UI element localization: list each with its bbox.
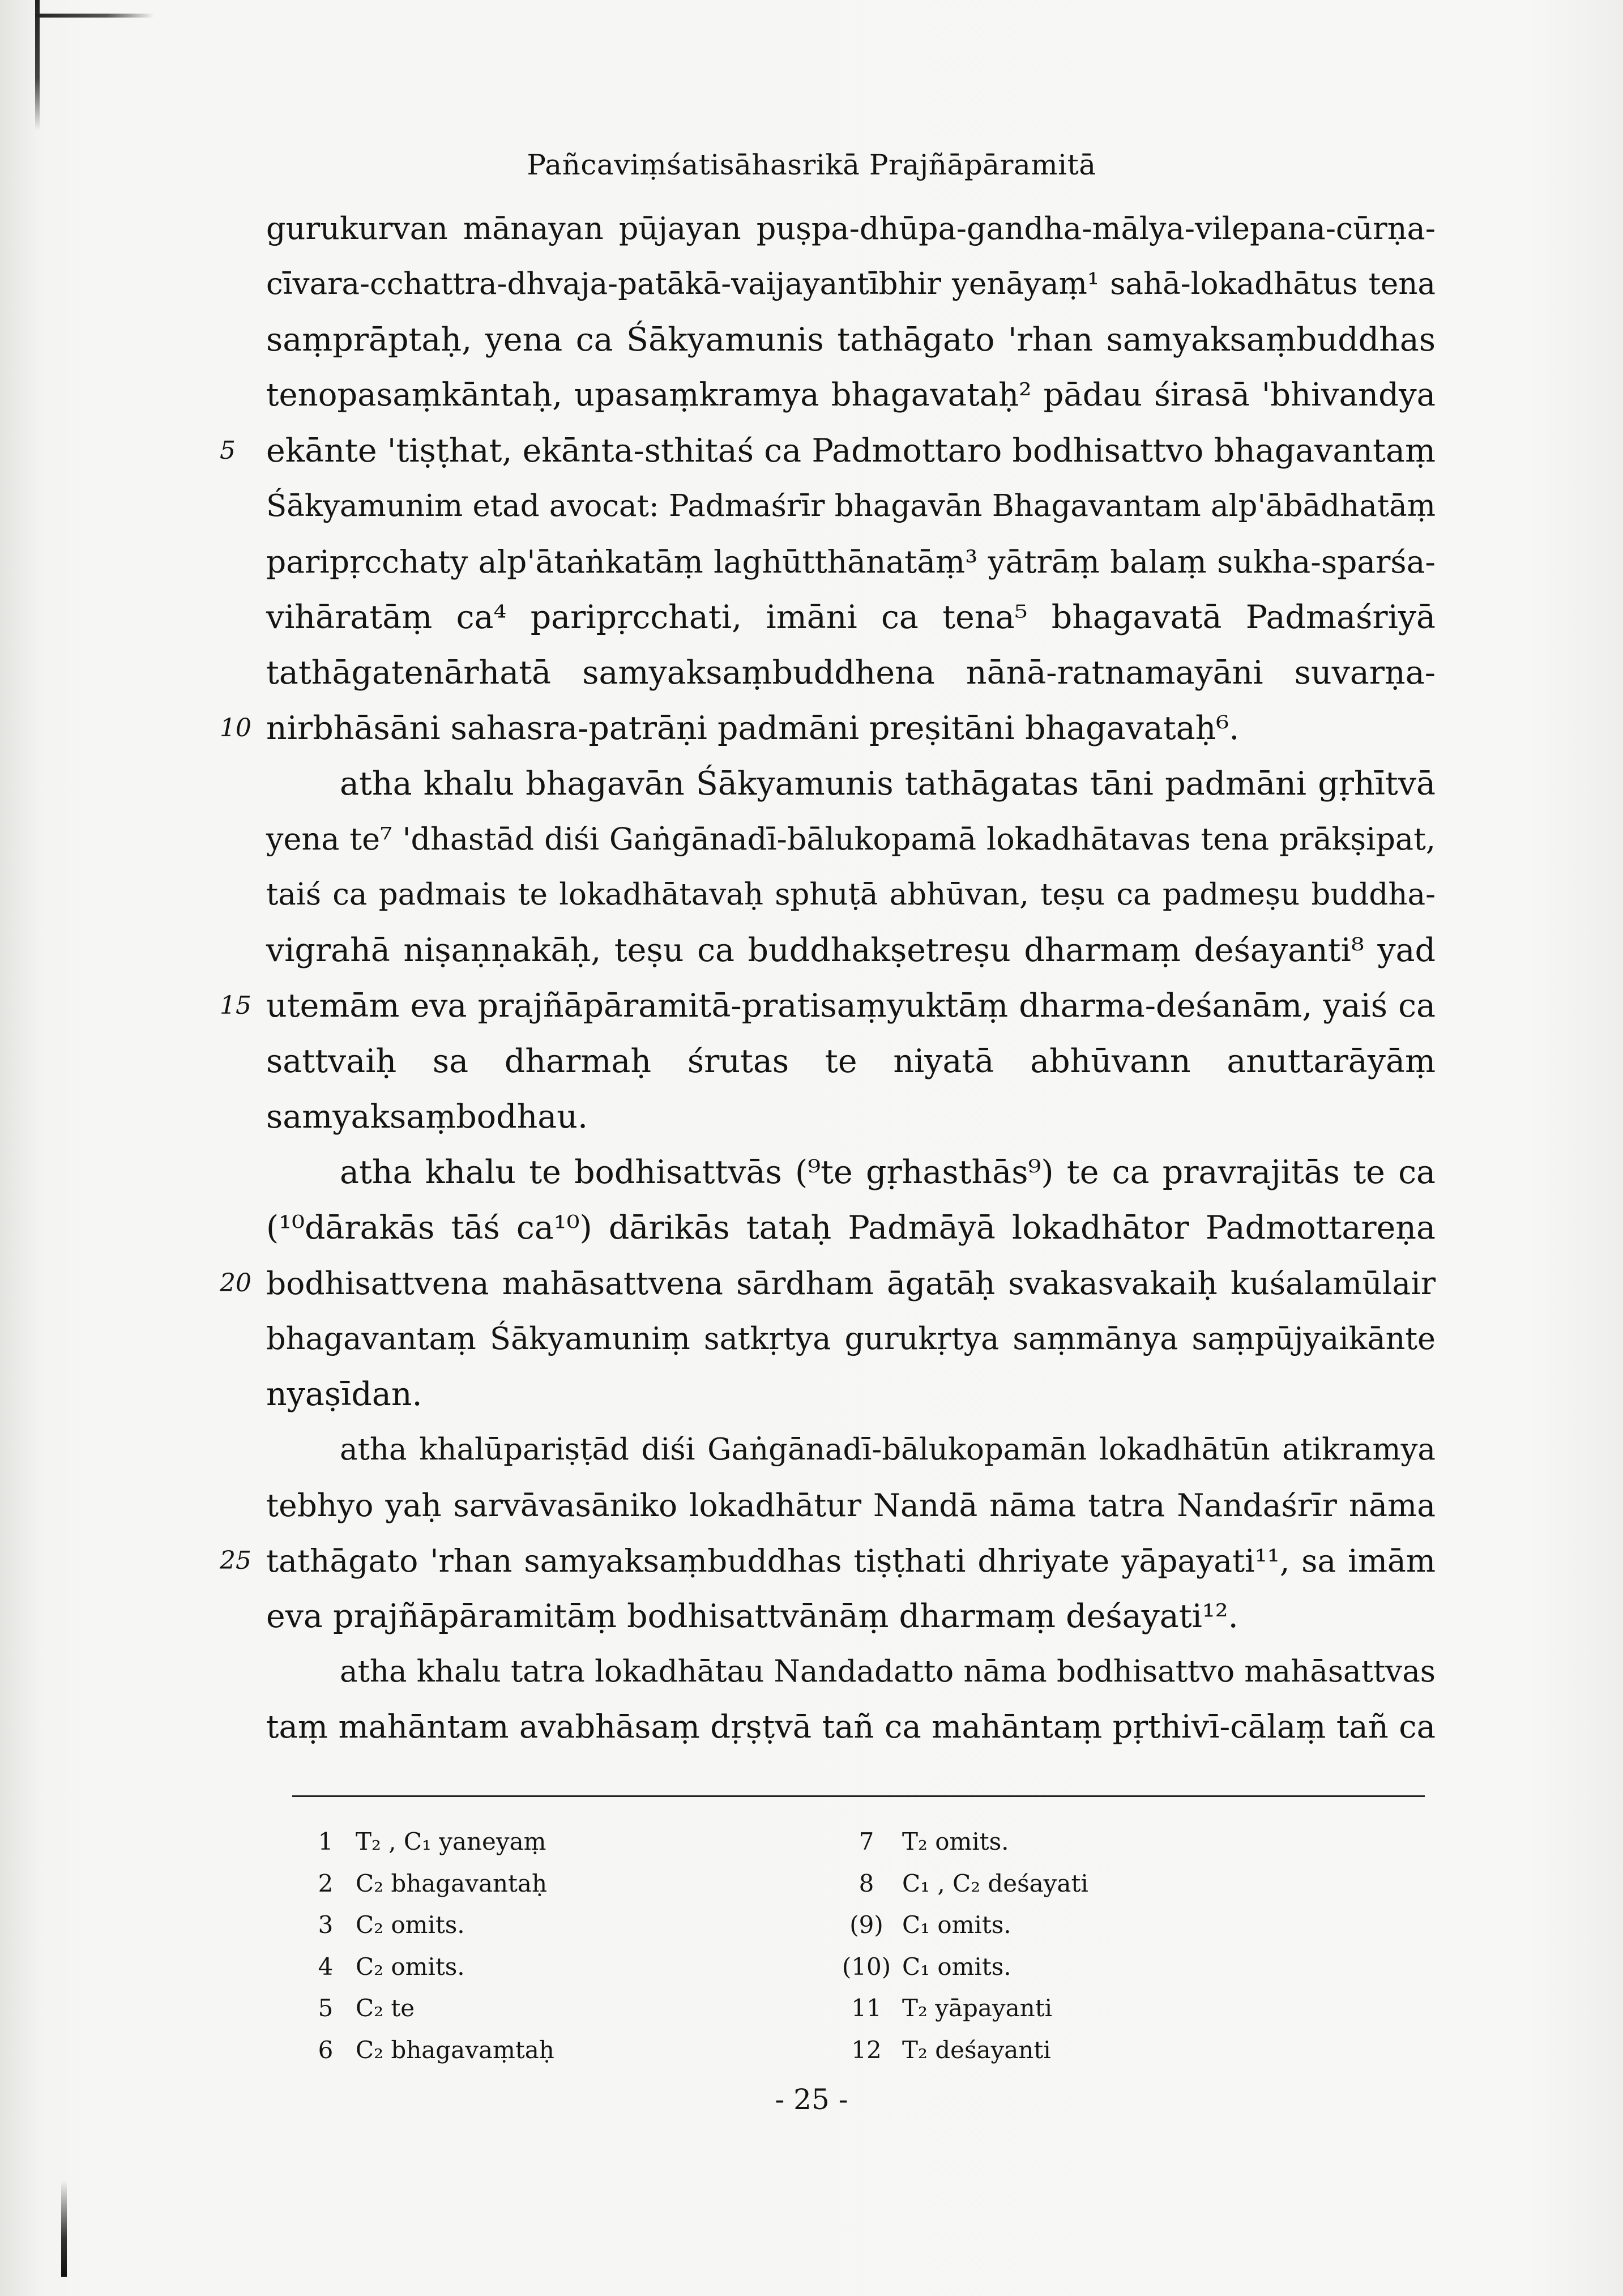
footnote	[300, 1863, 810, 1905]
text-line	[266, 257, 1436, 312]
text-line	[266, 812, 1436, 867]
footnote-number: (10)	[842, 1952, 891, 1981]
text-line	[266, 645, 1436, 701]
page-number: - 25 -	[775, 2083, 848, 2116]
text-line	[266, 1200, 1436, 1256]
text-line-content: atha khalu bhagavān Śākyamunis tathāgatas tāni padmāni gṛhītvā	[340, 765, 1436, 803]
text-line	[266, 1367, 1436, 1422]
text-line	[266, 1589, 1436, 1644]
text-line-content: saṃprāptaḥ, yena ca Śākyamunis tathāgato 'rhan samyaksaṃbuddhas	[266, 321, 1436, 359]
text-line-content: eva prajñāpāramitāṃ bodhisattvānāṃ dharmaṃ deśayati¹².	[266, 1598, 1238, 1635]
footnote-text: C₁ omits.	[902, 1952, 1011, 1981]
scan-shadow-edge	[35, 0, 40, 130]
text-line-content: tenopasaṃkāntaḥ, upasaṃkramya bhagavataḥ² pādau śirasā 'bhivandya	[266, 377, 1436, 413]
text-line	[220, 1533, 1436, 1589]
text-line	[220, 423, 1436, 479]
footnote-text: C₂ omits.	[356, 1952, 465, 1981]
footnote-number: 12	[851, 2035, 882, 2064]
footnote	[835, 1946, 1345, 1988]
footnote	[300, 1821, 810, 1863]
footnote-number: 6	[318, 2035, 334, 2064]
text-line-content: (¹⁰dārakās tāś ca¹⁰) dārikās tataḥ Padmāyā lokadhātor Padmottareṇa	[266, 1209, 1436, 1247]
footnote	[300, 1987, 810, 2029]
text-line-content: atha khalu te bodhisattvās (⁹te gṛhasthās⁹) te ca pravrajitās te ca	[340, 1154, 1436, 1191]
text-line	[266, 534, 1436, 590]
footnote-rule	[292, 1795, 1425, 1797]
text-line	[220, 1256, 1436, 1311]
text-line	[266, 201, 1436, 257]
text-line-content: atha khalūpariṣṭād diśi Gaṅgānadī-bālukopamān lokadhātūn atikramya	[340, 1432, 1436, 1467]
footnote	[300, 1946, 810, 1988]
text-line	[266, 923, 1436, 978]
text-line-content: tathāgatenārhatā samyaksaṃbuddhena nānā-ratnamayāni suvarṇa-	[266, 654, 1436, 692]
footnote-text: C₂ te	[356, 1994, 415, 2022]
text-line	[266, 1422, 1436, 1478]
footnote-number: 1	[318, 1828, 334, 1855]
text-line	[266, 867, 1436, 923]
text-line-content: paripṛcchaty alp'ātaṅkatāṃ laghūtthānatāṃ³ yātrāṃ balaṃ sukha-sparśa-	[266, 544, 1436, 580]
footnote-text: C₁ omits.	[902, 1911, 1011, 1939]
text-line	[266, 1311, 1436, 1367]
text-line	[266, 1034, 1436, 1089]
text-line	[266, 312, 1436, 368]
footnotes-left	[300, 1821, 810, 2071]
line-number: 10	[220, 714, 251, 742]
footnote-number: 2	[318, 1869, 334, 1897]
footnote-number: 11	[851, 1994, 882, 2022]
footnote	[835, 1821, 1345, 1863]
footnote-text: T₂ deśayanti	[902, 2035, 1051, 2064]
footnote-number: 7	[859, 1828, 874, 1855]
footnote-text: T₂ omits.	[902, 1828, 1009, 1855]
line-number: 20	[220, 1269, 251, 1298]
footnote-text: C₁ , C₂ deśayati	[902, 1869, 1088, 1897]
text-line-content: samyaksaṃbodhau.	[266, 1098, 588, 1136]
text-line	[266, 1478, 1436, 1533]
footnote-number: 5	[318, 1994, 334, 2022]
text-line-content: bodhisattvena mahāsattvena sārdham āgatāḥ svakasvakaiḥ kuśalamūlair	[266, 1265, 1436, 1301]
footnote-text: C₂ omits.	[356, 1911, 465, 1939]
footnote	[300, 1904, 810, 1946]
text-line-content: tathāgato 'rhan samyaksaṃbuddhas tiṣṭhati dhriyate yāpayati¹¹, sa imām	[266, 1543, 1436, 1579]
text-line-content: gurukurvan mānayan pūjayan puṣpa-dhūpa-gandha-mālya-vilepana-cūrṇa-	[266, 211, 1436, 246]
footnote	[835, 1863, 1345, 1905]
text-line-content: bhagavantaṃ Śākyamuniṃ satkṛtya gurukṛtya saṃmānya saṃpūjyaikānte	[266, 1321, 1436, 1356]
text-line	[266, 1644, 1436, 1700]
line-number: 15	[220, 991, 251, 1020]
footnote	[835, 1904, 1345, 1946]
text-line-content: taiś ca padmais te lokadhātavaḥ sphuṭā abhūvan, teṣu ca padmeṣu buddha-	[266, 877, 1436, 912]
text-line	[220, 701, 1436, 756]
text-line	[220, 978, 1436, 1034]
footnote	[835, 1987, 1345, 2029]
text-line-content: sattvaiḥ sa dharmaḥ śrutas te niyatā abhūvann anuttarāyāṃ	[266, 1043, 1436, 1080]
scan-speck	[61, 2180, 67, 2277]
text-line-content: atha khalu tatra lokadhātau Nandadatto nāma bodhisattvo mahāsattvas	[340, 1654, 1436, 1689]
footnote	[300, 2029, 810, 2071]
text-line	[266, 1700, 1436, 1755]
footnote-text: T₂ , C₁ yaneyaṃ	[356, 1828, 546, 1855]
text-line-content: ekānte 'tiṣṭhat, ekānta-sthitaś ca Padmottaro bodhisattvo bhagavantaṃ	[266, 432, 1436, 470]
footnote-number: (9)	[849, 1911, 883, 1939]
text-line	[266, 368, 1436, 423]
text-line	[266, 590, 1436, 645]
footnote-number: 4	[318, 1952, 334, 1981]
text-line-content: vigrahā niṣaṇṇakāḥ, teṣu ca buddhakṣetreṣu dharmaṃ deśayanti⁸ yad	[266, 932, 1436, 969]
footnote-number: 3	[318, 1911, 334, 1939]
text-line-content: yena te⁷ 'dhastād diśi Gaṅgānadī-bālukopamā lokadhātavas tena prākṣipat,	[266, 821, 1436, 857]
line-number: 25	[220, 1546, 251, 1575]
text-line-content: nirbhāsāni sahasra-patrāṇi padmāni preṣitāni bhagavataḥ⁶.	[266, 710, 1240, 747]
line-number: 5	[220, 436, 236, 465]
body-text	[220, 201, 1436, 1755]
footnote-number: 8	[859, 1869, 874, 1897]
footnote-text: C₂ bhagavaṃtaḥ	[356, 2035, 554, 2064]
scan-shadow-corner	[35, 14, 154, 18]
text-line-content: nyaṣīdan.	[266, 1376, 422, 1413]
footnote	[835, 2029, 1345, 2071]
text-line-content: utemām eva prajñāpāramitā-pratisaṃyuktāṃ dharma-deśanām, yaiś ca	[266, 987, 1436, 1025]
text-line-content: vihāratāṃ ca⁴ paripṛcchati, imāni ca tena⁵ bhagavatā Padmaśriyā	[266, 599, 1436, 636]
footnote-text: T₂ yāpayanti	[902, 1994, 1053, 2022]
text-line	[266, 1089, 1436, 1145]
running-head: Pañcaviṃśatisāhasrikā Prajñāpāramitā	[527, 148, 1096, 181]
text-line	[266, 1145, 1436, 1200]
text-line-content: cīvara-cchattra-dhvaja-patākā-vaijayantībhir yenāyaṃ¹ sahā-lokadhātus tena	[266, 267, 1436, 301]
text-line-content: Śākyamunim etad avocat: Padmaśrīr bhagavān Bhagavantam alp'ābādhatāṃ	[266, 489, 1436, 523]
text-line-content: tebhyo yaḥ sarvāvasāniko lokadhātur Nandā nāma tatra Nandaśrīr nāma	[266, 1487, 1436, 1523]
text-line	[266, 756, 1436, 812]
footnotes-right	[835, 1821, 1345, 2071]
text-line-content: taṃ mahāntam avabhāsaṃ dṛṣṭvā tañ ca mahāntaṃ pṛthivī-cālaṃ tañ ca	[266, 1709, 1436, 1746]
text-line	[266, 479, 1436, 534]
footnote-text: C₂ bhagavantaḥ	[356, 1869, 548, 1897]
